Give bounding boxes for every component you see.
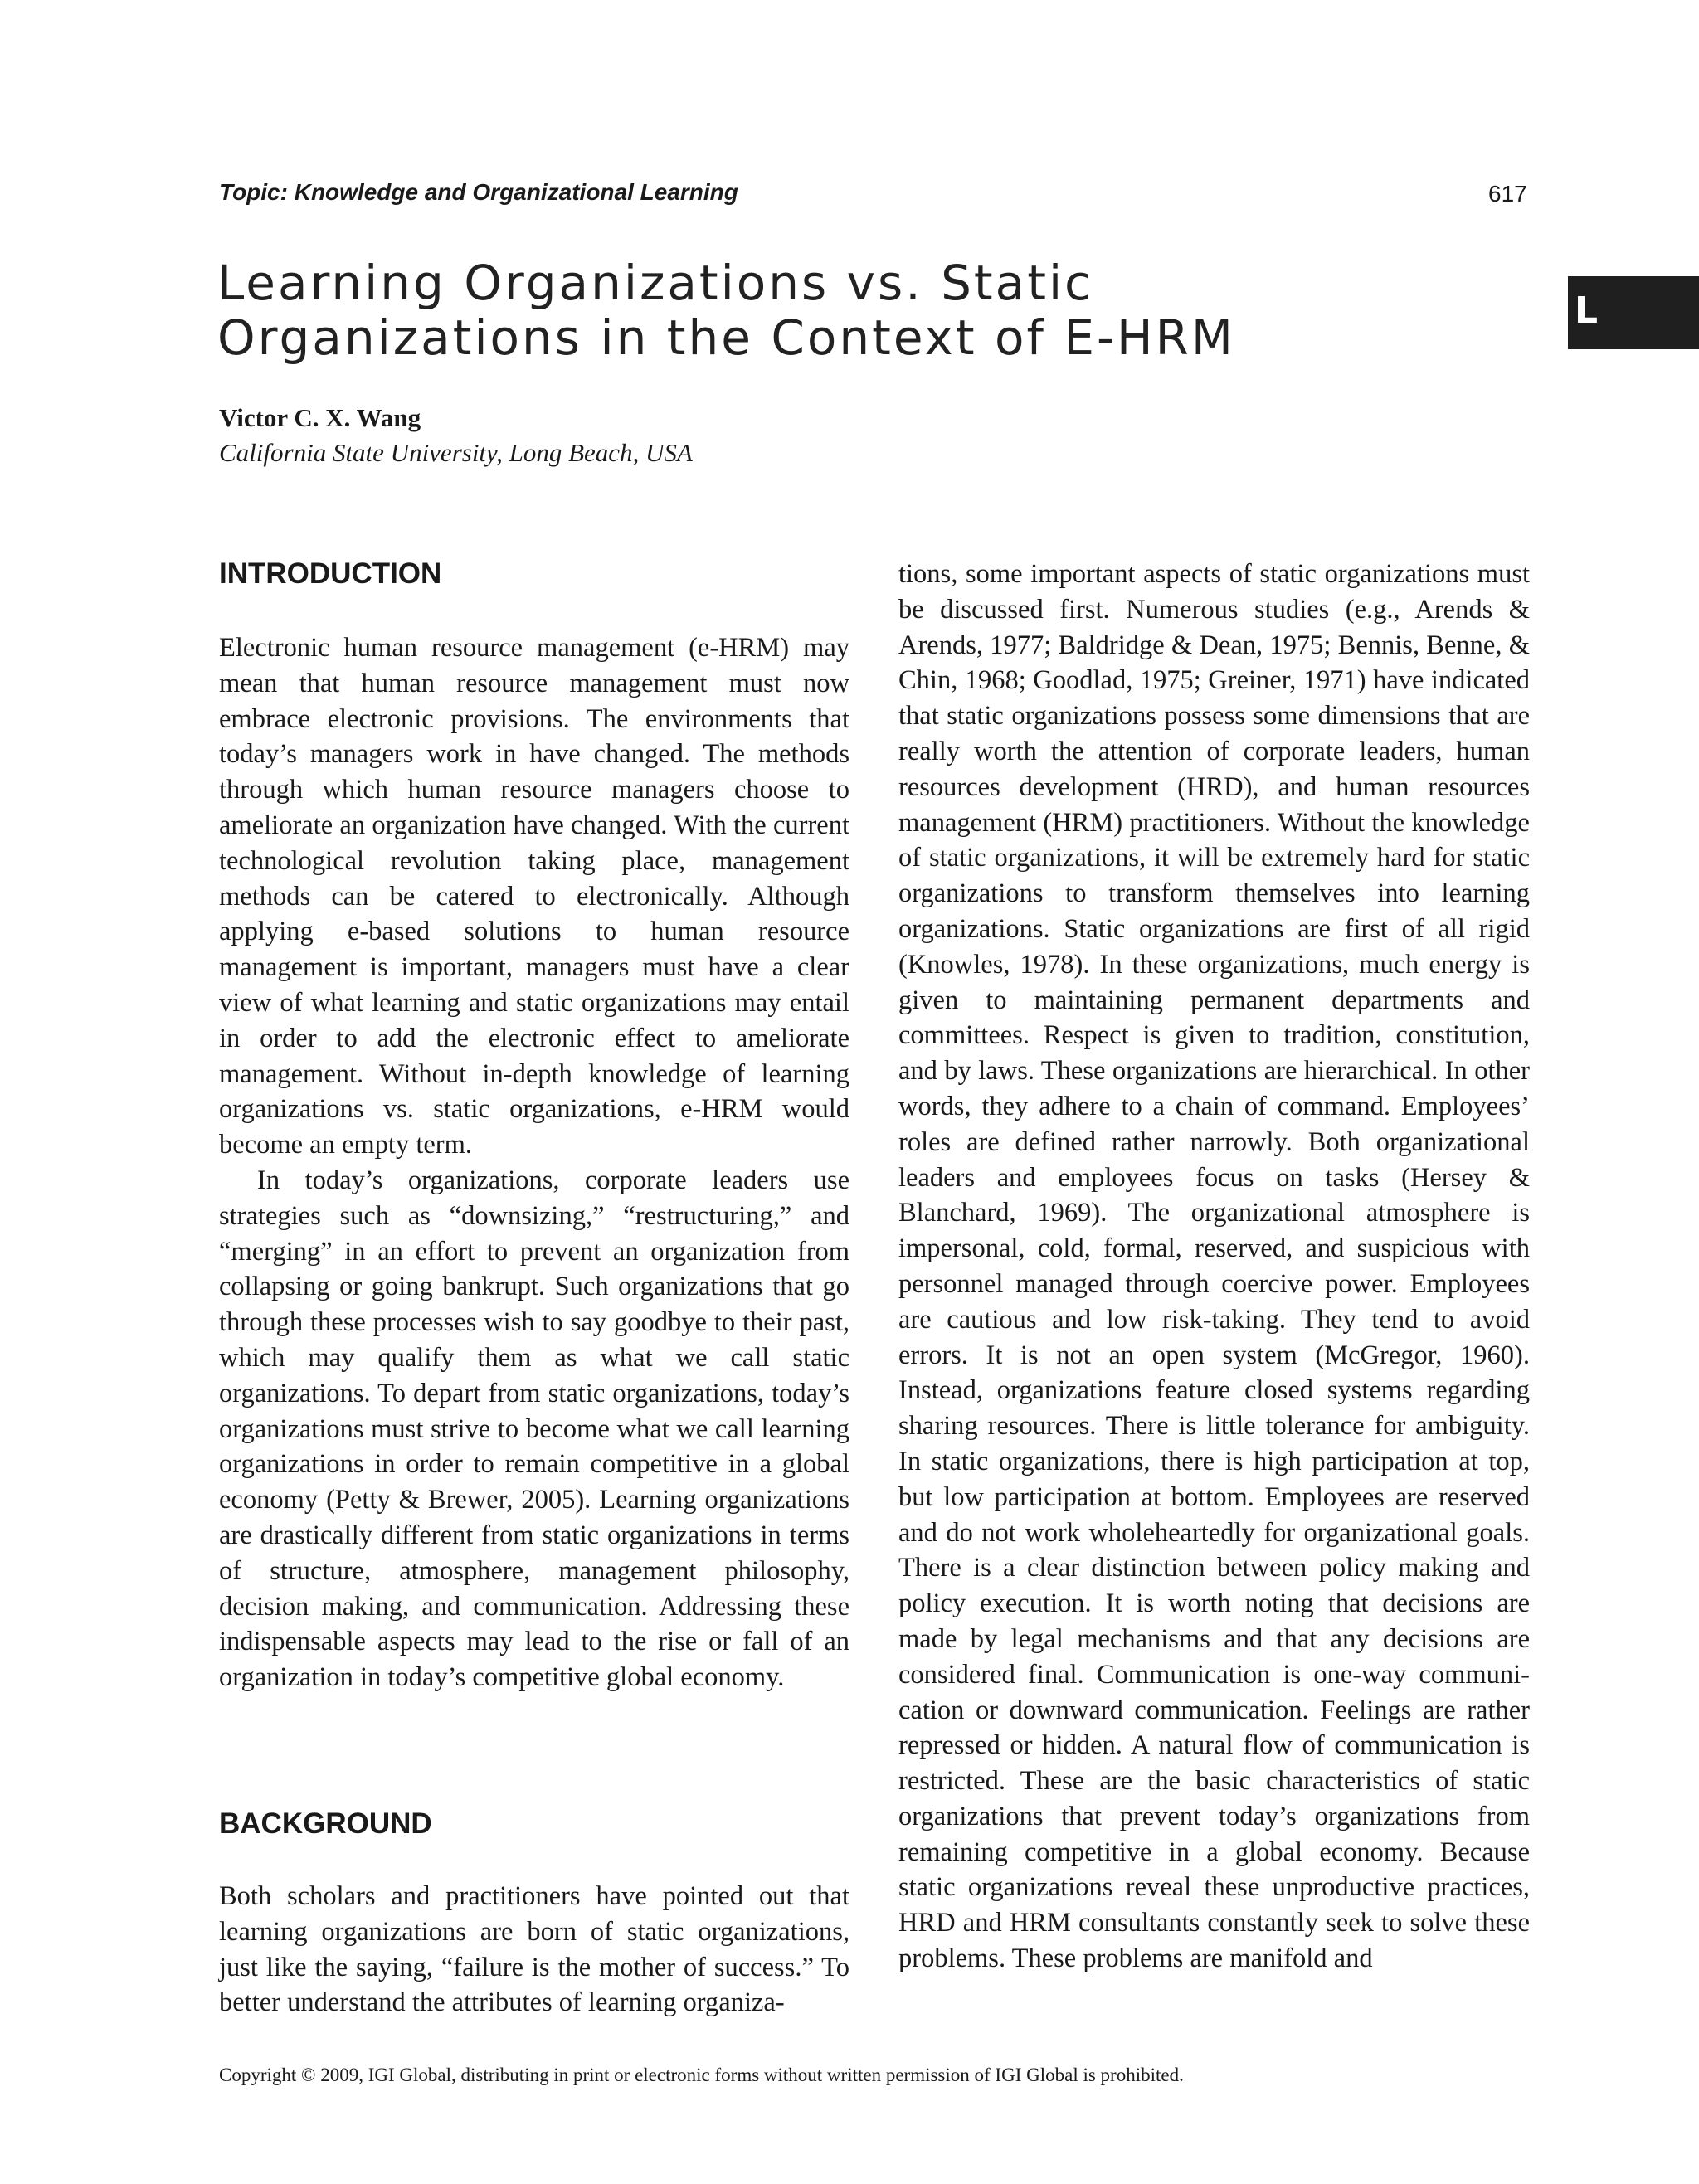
introduction-body [219, 630, 850, 1695]
article-title-line-1: Learning Organizations vs. Static [217, 255, 1093, 311]
background-heading: BACKGROUND [219, 1807, 432, 1840]
author-affiliation: California State University, Long Beach, USA [219, 438, 693, 467]
article-title [217, 255, 1462, 365]
article-title-line-2: Organizations in the Context of E-HRM [217, 309, 1235, 366]
copyright-footer: Copyright © 2009, IGI Global, distributing in print or electronic forms without written permission of IGI Global is prohibited. [219, 2065, 1184, 2085]
background-body-column-2 [898, 557, 1530, 1977]
running-header-topic: Topic: Knowledge and Organizational Learning [219, 179, 738, 205]
page-number: 617 [1488, 181, 1527, 207]
introduction-heading: INTRODUCTION [219, 557, 442, 590]
author-name: Victor C. X. Wang [219, 403, 421, 432]
section-thumb-tab: L [1568, 276, 1699, 349]
introduction-paragraph-2: In today’s organizations, corporate leaders use strategies such as “downsizing,” “restructuring,” and “merging” in an effort to prevent an organization from collapsing or going bankrupt. Such organizations that go through these processes wish to say goodbye to their past, which may qualify them as what we call static organizations. To depart from static organizations, today’s organizations must strive to become what we call learning organizations in order to remain competitive in a global economy (Petty & Brewer, 2005). Learning organizations are drastically different from static organizations in terms of structure, atmosphere, management philosophy, decision making, and communication. Addressing these indispensable aspects may lead to the rise or fall of an organization in today’s competitive global economy. [219, 1165, 850, 1693]
background-body-column-1 [219, 1879, 850, 2021]
background-paragraph-1-start: Both scholars and practitioners have pointed out that learning organizations are born of static organizations, just like the saying, “failure is the mother of success.” To better understand the attributes of learning organiza- [219, 1881, 850, 2018]
introduction-paragraph-1: Electronic human resource management (e-HRM) may mean that human resource management must now embrace electronic provisions. The environments that today’s managers work in have changed. The methods through which human resource managers choose to ameliorate an organization have changed. With the current technological revolution taking place, management methods can be catered to electronically. Although applying e-based solutions to human resource management is important, managers must have a clear view of what learning and static organizations may entail in order to add the electronic effect to ameliorate management. Without in-depth knowledge of learning organizations vs. static organizations, e-HRM would become an empty term. [219, 633, 850, 1160]
background-paragraph-1-continued: tions, some important aspects of static organizations must be discussed first. Numerous studies (e.g., Arends & Arends, 1977; Baldridge & Dean, 1975; Bennis, Benne, & Chin, 1968; Goodlad, 1975; Greiner, 1971) have indicated that static organizations possess some dimensions that are really worth the attention of corporate leaders, human resources development (HRD), and human resources management (HRM) practitioners. Without the knowledge of static organizations, it will be extremely hard for static organizations to transform themselves into learning organizations. Static organizations are first of all rigid (Knowles, 1978). In these organizations, much energy is given to maintaining permanent departments and committees. Respect is given to tradition, constitution, and by laws. These organizations are hierarchical. In other words, they adhere to a chain of command. Employees’ roles are defined rather narrowly. Both organizational leaders and employees focus on tasks (Hersey & Blanchard, 1969). The organizational atmosphere is impersonal, cold, formal, reserved, and suspicious with personnel managed through coercive power. Employees are cautious and low risk-taking. They tend to avoid errors. It is not an open system (McGregor, 1960). Instead, organizations feature closed systems regarding sharing resources. There is little tolerance for ambiguity. In static organizations, there is high participation at top, but low participation at bottom. Employees are reserved and do not work wholeheartedly for organizational goals. There is a clear distinction between policy making and policy execution. It is worth noting that decisions are made by legal mechanisms and that any decisions are considered final. Communication is one-way communication or downward communication. Feelings are rather repressed or hidden. A natural flow of communication is restricted. These are the basic characteristics of static organizations that prevent today’s organizations from remaining competitive in a global economy. Because static organizations reveal these unproductive practices, HRD and HRM consultants constantly seek to solve these problems. These problems are manifold and [898, 559, 1530, 1974]
